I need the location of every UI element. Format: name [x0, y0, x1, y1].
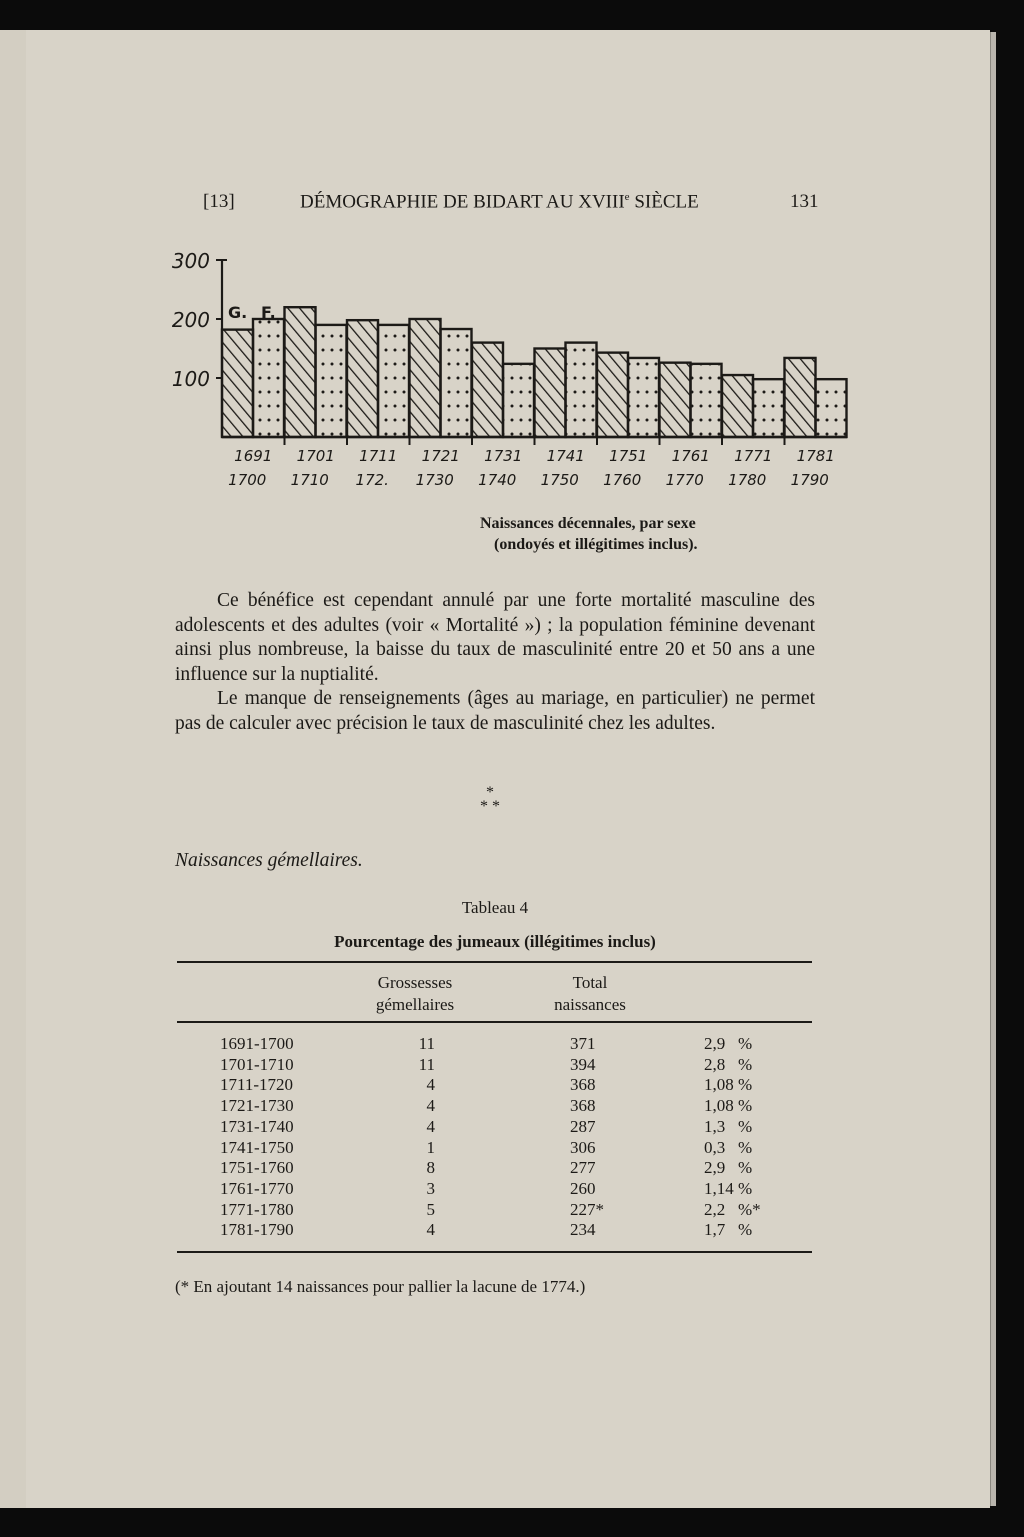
bar-boys-5 [535, 349, 566, 438]
bar-boys-4 [472, 343, 503, 437]
x-label-end: 1700 [228, 471, 267, 489]
section-heading: Naissances gémellaires. [175, 850, 363, 871]
twins-cell: 3 [426, 1178, 435, 1198]
bar-girls-1 [316, 325, 347, 437]
col-header-twins: Grossesses gémellaires [375, 973, 455, 1014]
table-row [0, 1096, 1024, 1117]
period-cell: 1771-1780 [220, 1199, 294, 1219]
x-label-end: 1780 [728, 471, 767, 489]
table-row [0, 1158, 1024, 1179]
section-number: [13] [203, 191, 235, 212]
y-tick-label: 200 [171, 308, 210, 332]
total-cell: 277 [570, 1158, 596, 1178]
bar-girls-3 [441, 329, 472, 437]
twins-cell: 4 [426, 1096, 435, 1116]
births-bar-chart [140, 245, 860, 505]
section-separator: * * * [480, 784, 500, 815]
bar-boys-9 [785, 358, 816, 437]
x-label-start: 1751 [609, 447, 648, 465]
percent-cell: 1,7 % [704, 1220, 753, 1240]
period-cell: 1781-1790 [220, 1220, 294, 1240]
legend-boys: G. [228, 303, 248, 322]
percent-cell: 2,9 % [704, 1034, 753, 1053]
twins-cell: 4 [426, 1220, 435, 1240]
table-label: Tableau 4 [461, 898, 529, 917]
bar-girls-8 [753, 379, 784, 437]
table-title: Pourcentage des jumeaux (illégitimes inclus) [334, 932, 656, 951]
x-label-end: 1790 [790, 471, 829, 489]
table-row [0, 1220, 1024, 1241]
total-cell: 371 [570, 1034, 596, 1053]
total-cell: 227* [570, 1199, 604, 1219]
table-top-rule [177, 961, 812, 963]
total-cell: 260 [570, 1178, 596, 1198]
x-label-end: 172. [355, 471, 389, 489]
x-label-start: 1771 [734, 447, 773, 465]
percent-cell: 0,3 % [704, 1137, 753, 1157]
y-tick-label: 100 [171, 367, 210, 391]
x-label-start: 1691 [234, 447, 273, 465]
x-label-end: 1740 [478, 471, 517, 489]
percent-cell: 2,2 %* [704, 1199, 761, 1219]
facing-page-edge [0, 30, 27, 1508]
bar-girls-6 [628, 358, 659, 437]
table-row [0, 1117, 1024, 1138]
paragraph-1: Ce bénéfice est cependant annulé par une forte mortalité masculine des adolescents et des adultes (voir « Mortalité ») ; la population féminine devenant ainsi plus nombreuse, la baisse du taux de masculinité entre 20 et 50 ans a une influence sur la nuptialité. [175, 590, 815, 685]
bar-boys-2 [347, 320, 378, 437]
x-label-start: 1741 [546, 447, 585, 465]
period-cell: 1751-1760 [220, 1158, 294, 1178]
bar-girls-4 [503, 364, 534, 437]
paragraph-2: Le manque de renseignements (âges au mariage, en particulier) ne permet pas de calculer avec précision le taux de masculinité chez les adultes. [175, 688, 815, 734]
percent-cell: 2,8 % [704, 1054, 753, 1074]
percent-cell: 1,3 % [704, 1116, 753, 1136]
bar-girls-0 [253, 319, 284, 437]
chart-caption-title: Naissances décennales, par sexe [480, 515, 696, 532]
total-cell: 368 [570, 1096, 596, 1116]
table-bottom-rule [177, 1251, 812, 1253]
twins-cell: 4 [426, 1116, 435, 1136]
x-label-end: 1760 [603, 471, 642, 489]
legend-girls: F. [261, 303, 276, 322]
x-label-start: 1761 [671, 447, 710, 465]
x-label-end: 1730 [415, 471, 454, 489]
twins-cell: 11 [418, 1054, 435, 1074]
period-cell: 1701-1710 [220, 1054, 294, 1074]
total-cell: 368 [570, 1075, 596, 1095]
running-header [0, 191, 1024, 215]
bar-boys-7 [660, 363, 691, 437]
period-cell: 1691-1700 [220, 1034, 294, 1053]
bar-girls-7 [691, 364, 722, 437]
total-cell: 234 [570, 1220, 596, 1240]
percent-cell: 2,9 % [704, 1158, 753, 1178]
page-number: 131 [790, 191, 819, 212]
x-label-start: 1711 [359, 447, 398, 465]
period-cell: 1731-1740 [220, 1116, 294, 1136]
x-label-start: 1721 [421, 447, 460, 465]
bar-girls-2 [378, 325, 409, 437]
bar-boys-0 [222, 330, 253, 437]
bar-boys-6 [597, 353, 628, 437]
twins-cell: 8 [426, 1158, 435, 1178]
twins-cell: 1 [426, 1137, 435, 1157]
bar-boys-3 [410, 319, 441, 437]
chart-caption [480, 513, 810, 555]
period-cell: 1711-1720 [220, 1075, 294, 1095]
x-label-end: 1710 [290, 471, 329, 489]
x-label-end: 1770 [665, 471, 704, 489]
table-row [0, 1138, 1024, 1159]
table-row [0, 1034, 1024, 1055]
table-footnote: (* En ajoutant 14 naissances pour pallier la lacune de 1774.) [175, 1277, 586, 1296]
x-label-start: 1731 [484, 447, 523, 465]
total-cell: 306 [570, 1137, 596, 1157]
chart-caption-subtitle: (ondoyés et illégitimes inclus). [494, 536, 698, 553]
table-row [0, 1055, 1024, 1076]
period-cell: 1741-1750 [220, 1137, 294, 1157]
bar-boys-8 [722, 375, 753, 437]
table-row [0, 1200, 1024, 1221]
y-tick-label: 300 [171, 249, 210, 273]
twins-cell: 4 [426, 1075, 435, 1095]
page-stack-edge [990, 32, 996, 1506]
total-cell: 287 [570, 1116, 596, 1136]
bar-girls-9 [816, 379, 847, 437]
bar-girls-5 [566, 343, 597, 437]
percent-cell: 1,08 % [704, 1075, 753, 1095]
x-label-end: 1750 [540, 471, 579, 489]
col-header-total: Total naissances [554, 973, 626, 1014]
total-cell: 394 [570, 1054, 596, 1074]
x-label-start: 1781 [796, 447, 835, 465]
twins-cell: 5 [426, 1199, 435, 1219]
period-cell: 1761-1770 [220, 1178, 294, 1198]
x-label-start: 1701 [296, 447, 335, 465]
table-row [0, 1075, 1024, 1096]
running-title: DÉMOGRAPHIE DE BIDART AU XVIIIe SIÈCLE [300, 191, 699, 213]
percent-cell: 1,08 % [704, 1096, 753, 1116]
bar-boys-1 [285, 307, 316, 437]
table-row [0, 1179, 1024, 1200]
table-header-rule [177, 1021, 812, 1023]
period-cell: 1721-1730 [220, 1096, 294, 1116]
percent-cell: 1,14 % [704, 1178, 753, 1198]
twins-cell: 11 [418, 1034, 435, 1053]
